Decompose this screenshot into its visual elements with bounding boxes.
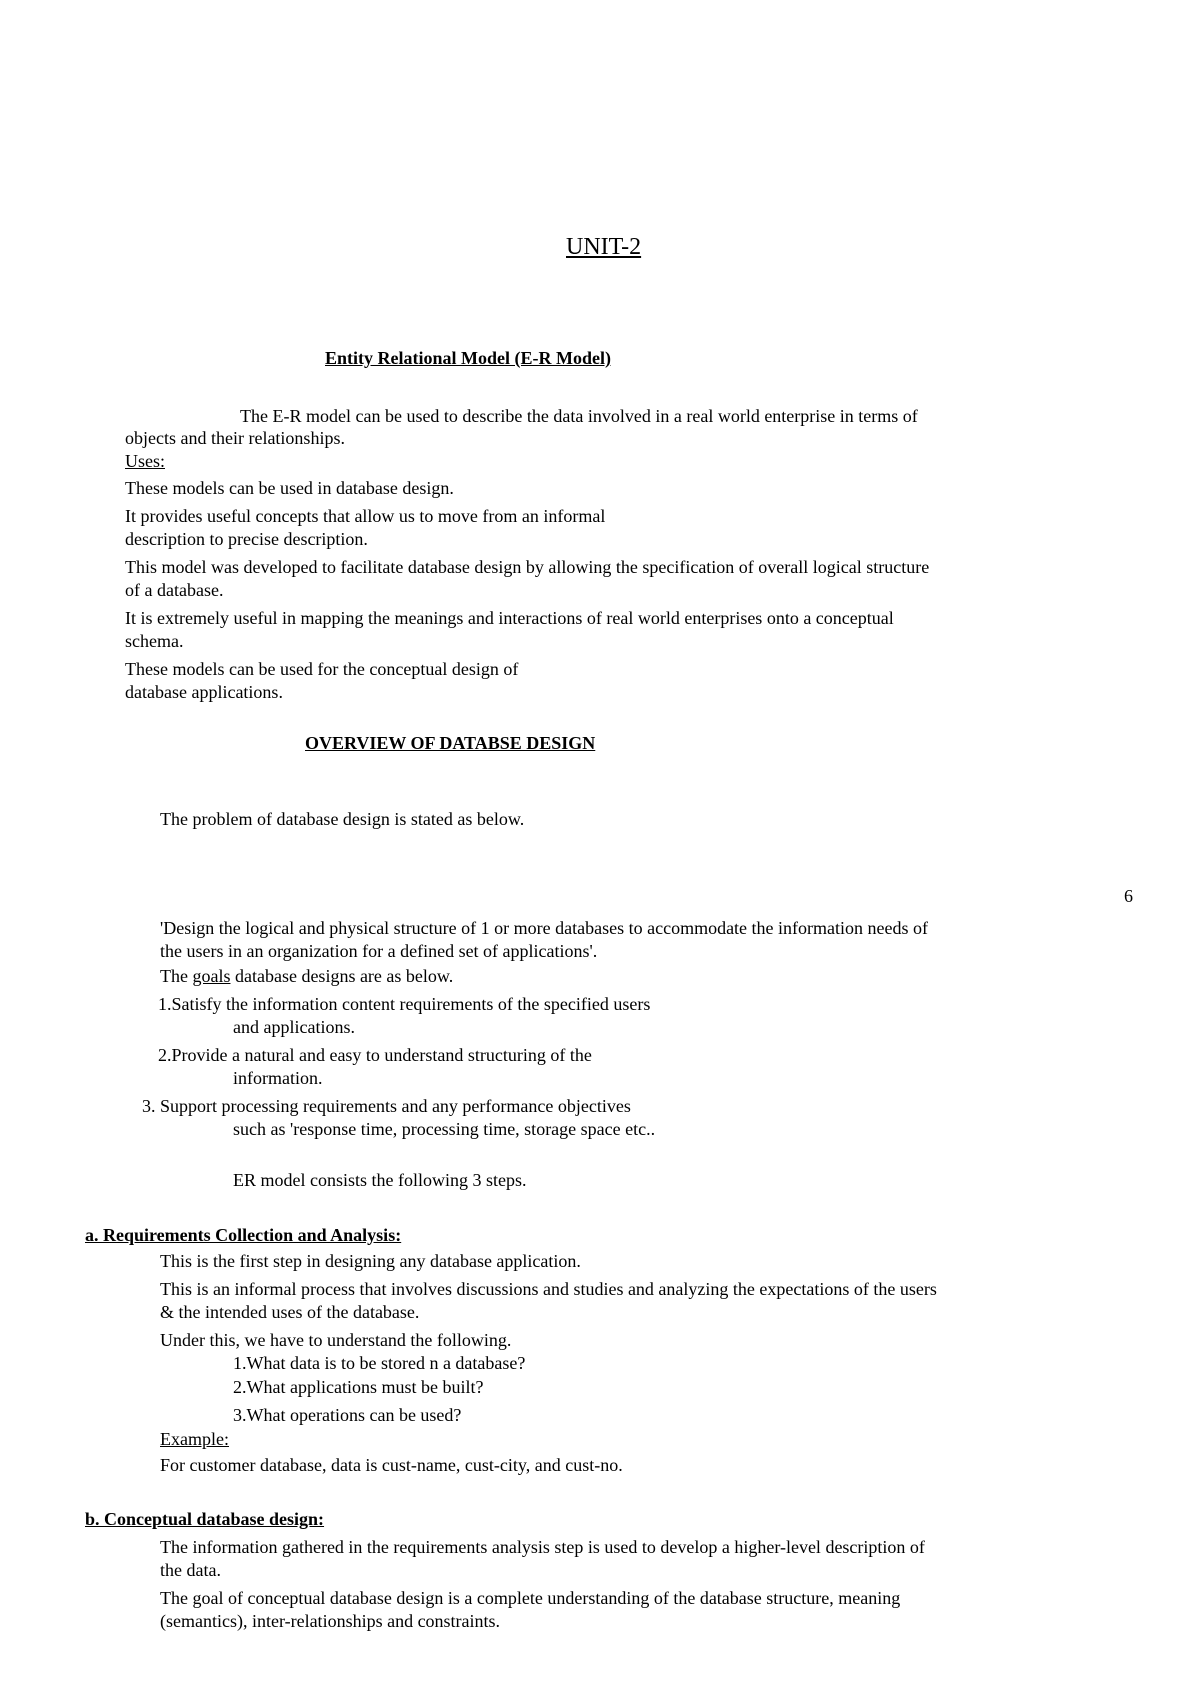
steps-intro: ER model consists the following 3 steps. [233,1170,527,1190]
section-a-prefix: a. [85,1225,99,1245]
goal-number: 1. [158,994,172,1014]
section-a-line: Under this, we have to understand the following. [160,1330,512,1350]
section-b-line: The information gathered in the requirements analysis step is used to develop a higher-level description of [160,1537,925,1557]
section-b-title: Conceptual database design: [104,1509,325,1529]
goal-continuation: and applications. [233,1017,355,1037]
goal-text: Support processing requirements and any performance objectives [160,1096,631,1116]
uses-line: It is extremely useful in mapping the meanings and interactions of real world enterprises onto a conceptual [125,608,894,628]
uses-line: These models can be used in database design. [125,478,454,498]
er-model-heading: Entity Relational Model (E-R Model) [325,348,611,368]
section-b-line: The goal of conceptual database design is a complete understanding of the database structure, meaning [160,1588,901,1608]
example-label: Example: [160,1429,229,1449]
quote-line-2: the users in an organization for a defined set of applications'. [160,941,598,961]
problem-intro: The problem of database design is stated as below. [160,809,525,829]
section-b-prefix: b. [85,1509,100,1529]
goals-word: goals [192,966,231,986]
goals-prefix: The [160,966,193,986]
goal-text: Provide a natural and easy to understand structuring of the [171,1045,592,1065]
section-a-line: This is the first step in designing any database application. [160,1251,581,1271]
uses-line: of a database. [125,580,224,600]
requirement-item: 1.What data is to be stored n a database? [233,1353,526,1373]
uses-line: schema. [125,631,184,651]
uses-line: It provides useful concepts that allow us to move from an informal [125,506,606,526]
goal-text: Satisfy the information content requirements of the specified users [171,994,651,1014]
section-a-title: Requirements Collection and Analysis: [103,1225,402,1245]
requirement-item: 3.What operations can be used? [233,1405,462,1425]
goal-item [158,993,650,1015]
section-a-heading [85,1224,401,1246]
uses-line: description to precise description. [125,529,368,549]
section-b-heading [85,1508,324,1530]
goal-item [158,1044,592,1066]
goal-number: 3. [142,1096,156,1116]
section-b-line: the data. [160,1560,221,1580]
goal-number: 2. [158,1045,172,1065]
goal-continuation: such as 'response time, processing time, storage space etc.. [233,1119,656,1139]
section-a-line: & the intended uses of the database. [160,1302,420,1322]
er-intro-line-2: objects and their relationships. [125,428,345,448]
overview-heading: OVERVIEW OF DATABSE DESIGN [305,733,596,753]
quote-line-1: 'Design the logical and physical structure of 1 or more databases to accommodate the information needs of [160,918,928,938]
section-b-line: (semantics), inter-relationships and constraints. [160,1611,501,1631]
uses-label: Uses: [125,451,165,471]
uses-line: This model was developed to facilitate database design by allowing the specification of overall logical structure [125,557,930,577]
goals-intro [160,965,453,987]
example-text: For customer database, data is cust-name, cust-city, and cust-no. [160,1455,623,1475]
unit-title: UNIT-2 [566,234,642,260]
section-a-line: This is an informal process that involves discussions and studies and analyzing the expectations of the users [160,1279,937,1299]
goal-item [142,1095,631,1117]
uses-line: database applications. [125,682,283,702]
goals-suffix: database designs are as below. [230,966,454,986]
er-intro-line-1: The E-R model can be used to describe the data involved in a real world enterprise in terms of [240,406,918,426]
goal-continuation: information. [233,1068,323,1088]
uses-line: These models can be used for the conceptual design of [125,659,519,679]
page-number: 6 [1124,886,1133,906]
requirement-item: 2.What applications must be built? [233,1377,484,1397]
